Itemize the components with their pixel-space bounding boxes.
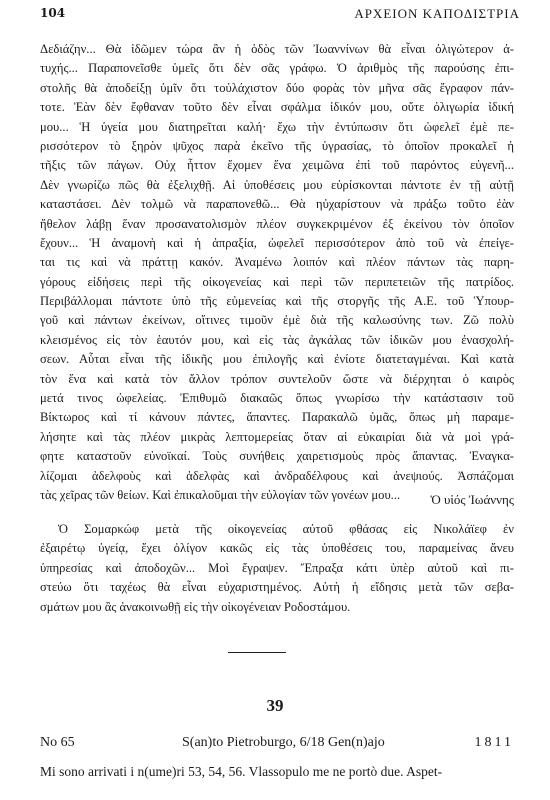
- text-line: τὰς χεῖρας τῶν θείων. Καὶ ἐπικαλοῦμαι τὴν εὐλογίαν τῶν γονέων μου...: [40, 487, 401, 502]
- page-number: 104: [40, 6, 66, 20]
- text-line: τυχής... Παραπονεῖσθε ὑμεῖς ὅτι δὲν σᾶς γράφω. Ὁ ἀριθμὸς τῆς παρούσης ἐπι-: [40, 61, 514, 76]
- text-line: ὑπηρεσίας καὶ ἀποδοχῶν... Μοὶ ἔγραψεν. Ἔπραξα κάτι ὑπὲρ αὐτοῦ καὶ πι-: [40, 560, 514, 575]
- text-line: ἤθελον λάβῃ ἕναν προσανατολισμὸν πλέον συγκεκριμένον ἐξ ἐκείνου τὸν ὁποῖον: [40, 216, 514, 231]
- text-line: λίζομαι ἀδελφοὺς καὶ ἀδελφὰς καὶ ἀνδραδέλφους καὶ ἀνεψιούς. Ἀσπάζομαι: [40, 468, 514, 483]
- text-line: γοῦ καὶ πάντων ἐκείνων, οἵτινες τιμοῦν ἐμὲ διὰ τῆς καλωσύνης των. Ζῶ πολὺ: [40, 313, 514, 328]
- section-divider: [228, 652, 286, 653]
- text-line: στεύω ὅτι ταχέως θὰ εἶναι εὐχαριστημένος. Αὐτὴ ἡ εἴδησις μετὰ τῶν σεβα-: [40, 580, 514, 595]
- text-line: κλεισμένος εἰς τὸν ἑαυτόν μου, καὶ εἰς τὰς ἀγκάλας τῶν ἰδικῶν μου ἐνασχολή-: [40, 332, 514, 347]
- text-line: σμάτων μου ἂς ἀνακοινωθῇ εἰς τὴν οἰκογένειαν Ροδοστάμου.: [40, 599, 351, 614]
- text-line: ἔχουν... Ἡ ἀναμονὴ καὶ ἡ ἀπραξία, ὠφελεῖ περισσότερον ἀπὸ τοῦ νὰ ἐπείγε-: [40, 235, 514, 250]
- text-line: γόρους εἰδήσεις περὶ τῆς οἰκογενείας καὶ περὶ τῶν περιπετειῶν τῆς πατρίδος.: [40, 274, 514, 289]
- letter-body: [40, 40, 514, 505]
- text-line: μετά τινος ὠφελείας. Ἐπιθυμῶ διακαῶς ὅπως γνωρίσω τὴν κατάστασιν τοῦ: [40, 391, 514, 406]
- text-line: στολῆς θὰ ἀποδείξῃ ὑμῖν ὅτι τοὐλάχιστον δύο φορὰς τὸν μῆνα σᾶς ἔγραφον πάν-: [40, 80, 514, 95]
- text-line: ται τις καὶ νὰ πράττῃ κακόν. Ἀναμένω λοιπόν καὶ πλέον πάντων τὰς παρη-: [40, 255, 514, 270]
- signature: Ὁ υἱός Ἰωάννης: [430, 492, 514, 507]
- document-number: No 65: [40, 735, 75, 750]
- document-year: 1811: [474, 735, 514, 750]
- text-line: σεων. Αὗται εἶναι τῆς ἰδικῆς μου ἐπιλογῆς καὶ ἐνίοτε διατεταγμέναι. Καὶ κατὰ: [40, 352, 514, 367]
- text-line: Δεδιάζην... Θὰ ἰδῶμεν τώρα ἂν ἡ ὁδὸς τῶν Ἰωαννίνων θὰ εἶναι ὀλιγώτερον ἀ-: [40, 42, 514, 56]
- text-line: μου... Ἡ ὑγεία μου διατηρεῖται καλή· ἔχω τὴν ἐντύπωσιν ὅτι ὠφελεῖ ἐμὲ πε-: [40, 119, 514, 134]
- letter-number: 39: [266, 696, 284, 715]
- place-and-date: S(an)to Pietroburgo, 6/18 Gen(n)ajo: [182, 735, 385, 750]
- text-line: ἐξαιρέτῳ ὑγείᾳ, ἔχει ὀλίγον κακῶς εἰς τὰς ὑποθέσεις του, παραμείνας ἄνευ: [40, 541, 514, 556]
- text-line: φητε καταστοῦν εὐνοϊκαί. Τοὺς συνήθεις χαιρετισμοὺς πρὸς ἅπαντας. Ἐναγκα-: [40, 449, 514, 464]
- text-line: καταστάσει. Δὲν τολμῶ νὰ παραπονεθῶ... Θὰ ηὐχαρίστουν νὰ πράξω τοῦτο ἐὰν: [40, 197, 514, 212]
- document-heading: [40, 735, 514, 755]
- text-line: Βίκτωρος καὶ τί κάνουν πάντες, ἅπαντες. Παρακαλῶ ὑμᾶς, ὅπως μὴ παραμε-: [40, 410, 514, 425]
- text-line: Ὁ Σομαρκώφ μετὰ τῆς οἰκογενείας αὐτοῦ φθάσας εἰς Νικολάϊεφ ἐν: [58, 522, 514, 536]
- text-line: τοτε. Ἐὰν δὲν ἔφθαναν τοῦτο δὲν εἶναι σφάλμα ἰδικόν μου, οὔτε ὀλιγωρία ἰδική: [40, 100, 514, 115]
- text-line: Δὲν γνωρίζω πῶς θὰ ἐξελιχθῇ. Αἱ ὑποθέσεις μου εὑρίσκονται πάντοτε ἐν τῇ αὐτῇ: [40, 177, 514, 192]
- text-line: Περιβάλλομαι πάντοτε ὑπὸ τῆς εὐμενείας καὶ τῆς στοργῆς τῆς Α.Ε. τοῦ Ὑπουρ-: [40, 294, 514, 309]
- page-header: [40, 6, 520, 24]
- text-line: τὸν ἕνα καὶ κατὰ τὸν ἄλλον τρόπον συντελοῦν ὥστε νὰ διέρχηται ὁ καιρὸς: [40, 371, 514, 386]
- next-letter-first-line: Mi sono arrivati i n(ume)ri 53, 54, 56. Vlassopulo me ne portò due. Aspet-: [40, 764, 443, 779]
- text-line: τῆξις τῶν πάγων. Οὐχ ἧττον ἔχομεν ἕνα χειμῶνα ἐπὶ τοῦ παρόντος εὐγενῆ...: [40, 158, 514, 173]
- postscript-paragraph: [40, 520, 514, 617]
- text-line: ρισσότερον τὸ ξηρὸν ψῦχος παρὰ ἐκεῖνο τῆς ὑγρασίας, τὸ ὁποῖον προκαλεῖ ἡ: [40, 138, 514, 153]
- text-line: λήσητε καὶ τὰς πλέον μικρὰς λεπτομερείας ὅταν αἱ εὐκαιρίαι διὰ νὰ μοὶ γρά-: [40, 429, 514, 444]
- running-title: ΑΡΧΕΙΟΝ ΚΑΠΟΔΙΣΤΡΙΑ: [354, 6, 520, 21]
